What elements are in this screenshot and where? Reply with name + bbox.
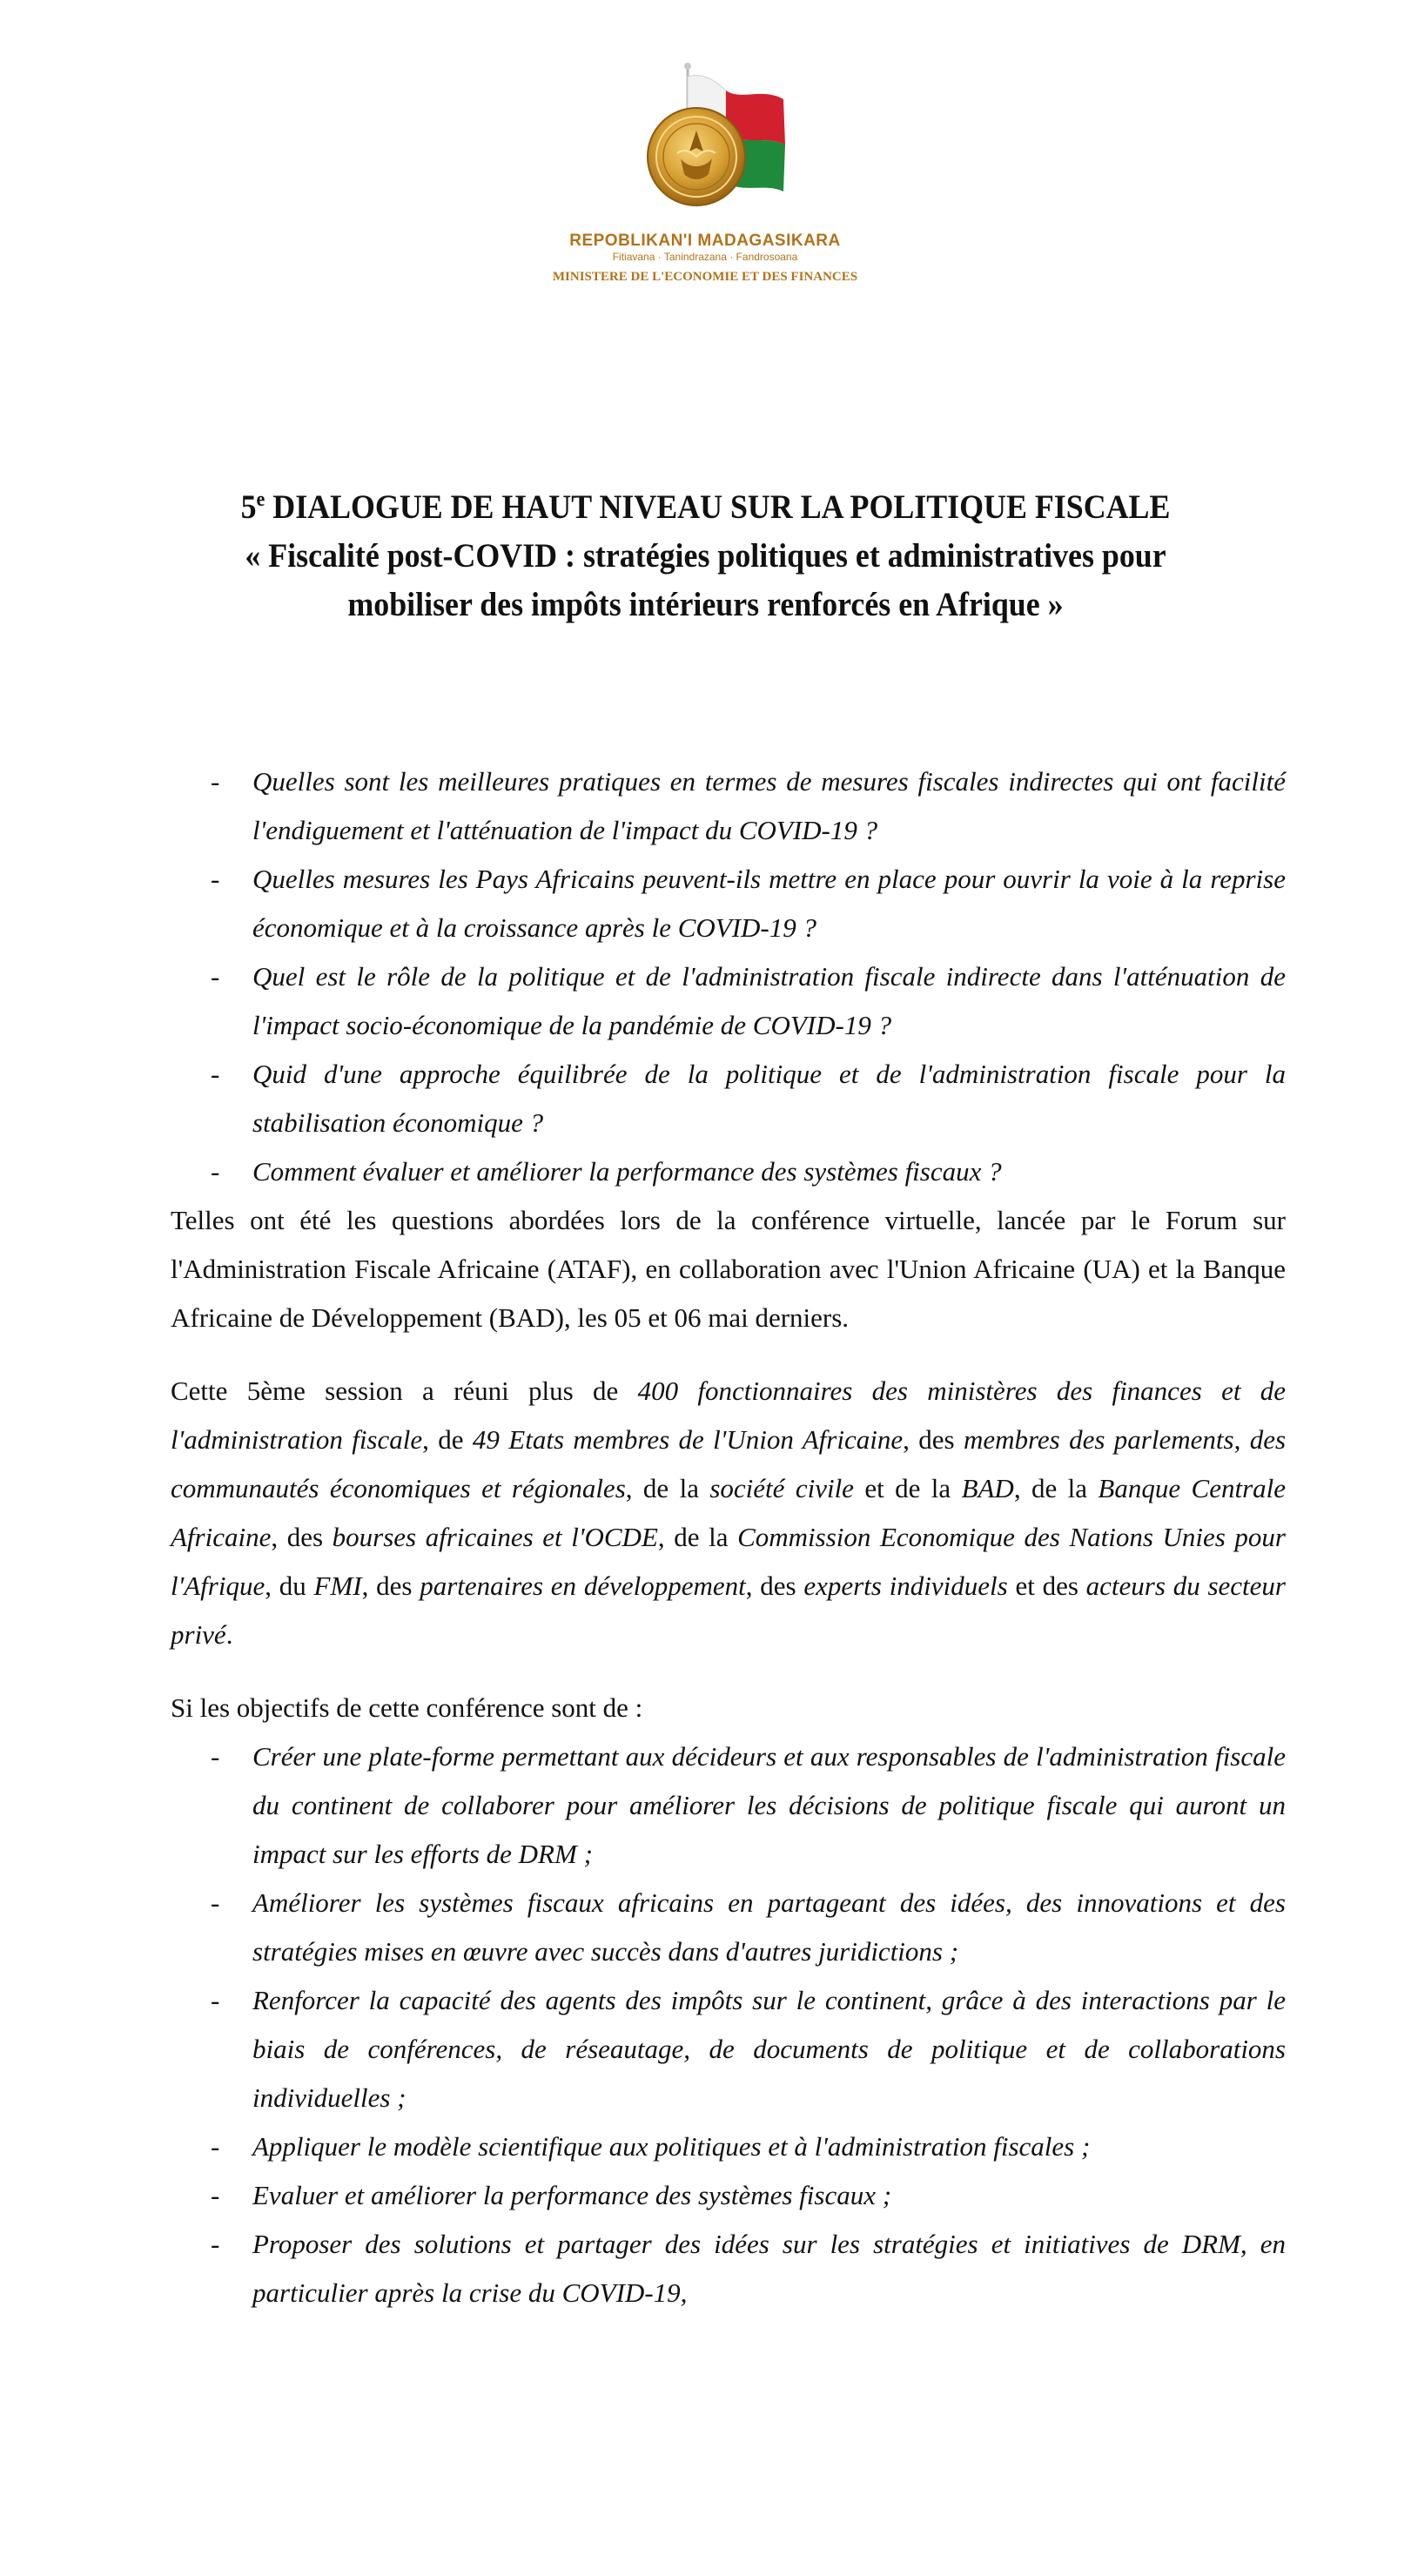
- bullet-dash: -: [211, 961, 220, 992]
- republic-motto: Fitiavana · Tanindrazana · Fandrosoana: [612, 251, 798, 263]
- italic-run: bourses africaines et l'OCDE: [332, 1522, 658, 1552]
- text-run: , des: [361, 1570, 420, 1601]
- italic-run: 49 Etats membres de l'Union Africaine: [472, 1424, 904, 1455]
- question-text: Quid d'une approche équilibrée de la politique et de l'administration fiscale pour la stabilisation économique ?: [252, 1059, 1286, 1138]
- bullet-dash: -: [211, 1059, 220, 1089]
- text-run: .: [225, 1619, 233, 1650]
- title-number: 5: [240, 488, 257, 526]
- objective-text: Améliorer les systèmes fiscaux africains en partageant des idées, des innovations et des stratégies mises en œuvre avec succès dans d'autres juridictions ;: [252, 1887, 1286, 1967]
- title-line-1: [177, 483, 1234, 532]
- list-item: [171, 2122, 1286, 2171]
- question-text: Quelles mesures les Pays Africains peuvent-ils mettre en place pour ouvrir la voie à la reprise économique et à la croissance après le COVID-19 ?: [252, 864, 1286, 943]
- text-run: , des: [903, 1424, 964, 1455]
- list-item: [171, 952, 1286, 1050]
- ministry-logo: [487, 61, 923, 296]
- paragraph-context: Telles ont été les questions abordées lors de la conférence virtuelle, lancée par le Forum sur l'Administration Fiscale Africaine (ATAF), en collaboration avec l'Union Africaine (UA) et la Banque Africaine de Développement (BAD), les 05 et 06 mai derniers.: [171, 1205, 1286, 1333]
- ministry-name: MINISTERE DE L'ECONOMIE ET DES FINANCES: [552, 270, 858, 284]
- objective-text: Appliquer le modèle scientifique aux politiques et à l'administration fiscales ;: [252, 2131, 1091, 2162]
- objectives-intro: Si les objectifs de cette conférence sont de :: [171, 1692, 643, 1723]
- title-line-3: mobiliser des impôts intérieurs renforcés en Afrique »: [347, 586, 1064, 623]
- list-item: [171, 1976, 1286, 2122]
- bullet-dash: -: [211, 1985, 220, 2015]
- text-run: , des: [745, 1570, 804, 1601]
- italic-run: Commission Economique des Nations Unies pour l'Afrique: [171, 1522, 1286, 1601]
- text-run: , de la: [657, 1522, 738, 1552]
- italic-run: société civile: [709, 1473, 854, 1503]
- document-title: [177, 483, 1234, 629]
- bullet-dash: -: [211, 2180, 220, 2210]
- questions-list: [171, 757, 1286, 1196]
- title-line-2: « Fiscalité post-COVID : stratégies politiques et administratives pour: [245, 537, 1166, 575]
- question-text: Comment évaluer et améliorer la performance des systèmes fiscaux ?: [252, 1156, 1002, 1187]
- italic-run: Banque Centrale Africaine: [171, 1473, 1287, 1552]
- text-run: et des: [1007, 1570, 1086, 1601]
- italic-run: FMI: [313, 1570, 362, 1601]
- question-text: Quelles sont les meilleures pratiques en termes de mesures fiscales indirectes qui ont facilité l'endiguement et l'atténuation de l'impact du COVID-19 ?: [252, 766, 1286, 845]
- list-item: [171, 1147, 1286, 1196]
- bullet-dash: -: [211, 1156, 220, 1187]
- list-item: [171, 757, 1286, 855]
- italic-run: BAD: [961, 1473, 1014, 1503]
- objectives-list: [171, 1732, 1286, 2317]
- paragraph-participants: [171, 1367, 1286, 1659]
- republic-seal-flag-icon: [635, 61, 792, 235]
- text-run: , du: [265, 1570, 314, 1601]
- list-item: [171, 2171, 1286, 2220]
- bullet-dash: -: [211, 2131, 220, 2162]
- objective-text: Créer une plate-forme permettant aux décideurs et aux responsables de l'administration fiscale du continent de collaborer pour améliorer les décisions de politique fiscale qui auront un impact sur les efforts de DRM ;: [252, 1741, 1286, 1869]
- question-text: Quel est le rôle de la politique et de l'administration fiscale indirecte dans l'atténuation de l'impact socio-économique de la pandémie de COVID-19 ?: [252, 961, 1286, 1040]
- title-line-1-text: DIALOGUE DE HAUT NIVEAU SUR LA POLITIQUE FISCALE: [265, 488, 1171, 526]
- text-run: , de: [422, 1424, 473, 1455]
- italic-run: partenaires en développement: [420, 1570, 746, 1601]
- bullet-dash: -: [211, 766, 220, 797]
- objective-text: Renforcer la capacité des agents des impôts sur le continent, grâce à des interactions par le biais de conférences, de réseautage, de documents de politique et de collaborations individuelles ;: [252, 1985, 1286, 2113]
- text-run: , des: [271, 1522, 333, 1552]
- list-item: [171, 1879, 1286, 1976]
- list-item: [171, 1732, 1286, 1879]
- italic-run: membres des parlements, des communautés économiques et régionales: [171, 1424, 1287, 1503]
- italic-run: 400 fonctionnaires des ministères des finances et de l'administration fiscale: [171, 1375, 1286, 1455]
- list-item: [171, 1050, 1286, 1147]
- text-run: et de la: [853, 1473, 962, 1503]
- text-run: , de la: [1013, 1473, 1099, 1503]
- republic-name: REPOBLIKAN'I MADAGASIKARA: [569, 232, 841, 250]
- list-item: [171, 2220, 1286, 2317]
- objective-text: Evaluer et améliorer la performance des systèmes fiscaux ;: [252, 2180, 892, 2210]
- bullet-dash: -: [211, 864, 220, 894]
- objective-text: Proposer des solutions et partager des idées sur les stratégies et initiatives de DRM, en particulier après la crise du COVID-19,: [252, 2229, 1286, 2308]
- italic-run: acteurs du secteur privé: [171, 1570, 1286, 1650]
- italic-run: experts individuels: [803, 1570, 1008, 1601]
- title-superscript: e: [256, 488, 265, 511]
- text-run: Cette 5ème session a réuni plus de: [171, 1375, 638, 1406]
- bullet-dash: -: [211, 1741, 220, 1772]
- bullet-dash: -: [211, 2229, 220, 2259]
- text-run: , de la: [625, 1473, 710, 1503]
- document-body: [171, 757, 1286, 2317]
- bullet-dash: -: [211, 1887, 220, 1918]
- list-item: [171, 855, 1286, 952]
